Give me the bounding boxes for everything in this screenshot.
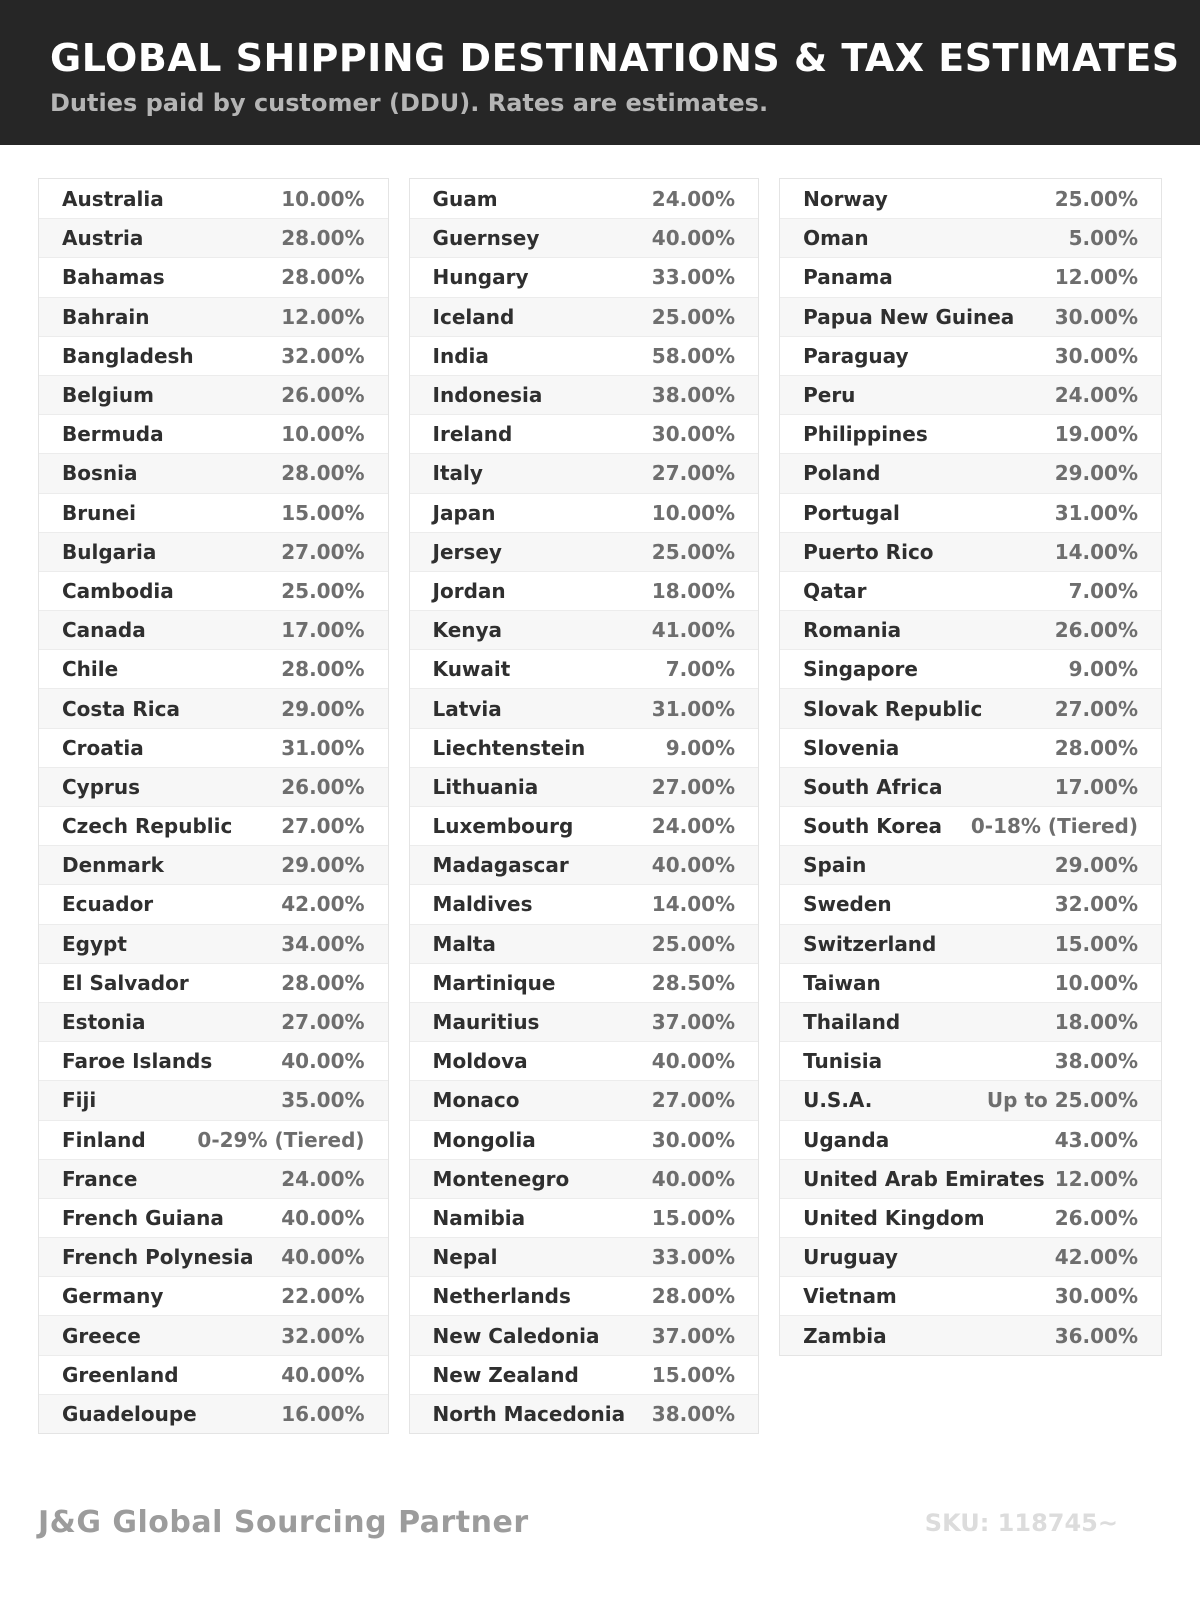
- tax-rate: 14.00%: [651, 892, 736, 917]
- country-name: French Polynesia: [62, 1245, 254, 1270]
- country-name: Luxembourg: [432, 814, 574, 839]
- table-row: [410, 963, 759, 1002]
- table-row: [780, 375, 1161, 414]
- tax-rate: 31.00%: [281, 735, 365, 760]
- tax-rate: 15.00%: [1054, 931, 1139, 956]
- tax-rate: 30.00%: [1054, 343, 1139, 368]
- table-row: [410, 1237, 759, 1276]
- page-title: GLOBAL SHIPPING DESTINATIONS & TAX ESTIMATES: [50, 36, 1180, 80]
- table-row: [780, 453, 1161, 492]
- country-name: Egypt: [62, 931, 127, 956]
- table-row: [410, 375, 759, 414]
- country-name: Thailand: [803, 1010, 901, 1035]
- country-name: South Korea: [803, 814, 943, 839]
- tax-rate: 17.00%: [1054, 774, 1139, 799]
- tax-rate: 26.00%: [281, 774, 365, 799]
- tax-rate: 30.00%: [1054, 1284, 1139, 1309]
- country-name: Guernsey: [432, 226, 540, 251]
- country-name: Singapore: [803, 657, 918, 682]
- table-row: [410, 414, 759, 453]
- tax-rate: 18.00%: [1054, 1010, 1139, 1035]
- country-name: Switzerland: [803, 931, 937, 956]
- country-name: Ecuador: [62, 892, 154, 917]
- table-row: [780, 257, 1161, 296]
- country-name: Namibia: [432, 1205, 526, 1230]
- table-row: [780, 1159, 1161, 1198]
- tax-rate: 27.00%: [651, 774, 736, 799]
- country-name: Vietnam: [803, 1284, 897, 1309]
- country-name: Bermuda: [62, 422, 164, 447]
- country-name: Guadeloupe: [62, 1401, 197, 1426]
- table-row: [39, 532, 388, 571]
- table-row: [780, 688, 1161, 727]
- table-row: [410, 806, 759, 845]
- country-name: Monaco: [432, 1088, 520, 1113]
- tax-rate: 32.00%: [281, 343, 365, 368]
- country-name: Hungary: [432, 265, 529, 290]
- table-row: [410, 767, 759, 806]
- country-name: Japan: [432, 500, 496, 525]
- tax-rate: 24.00%: [1054, 383, 1139, 408]
- country-name: Cambodia: [62, 578, 174, 603]
- tax-rate: 24.00%: [281, 1166, 365, 1191]
- table-row: [39, 688, 388, 727]
- table-column-2: [409, 178, 760, 1434]
- table-row: [410, 728, 759, 767]
- country-name: Indonesia: [432, 383, 543, 408]
- table-row: [410, 571, 759, 610]
- tax-rate: 40.00%: [281, 1049, 365, 1074]
- tax-rate: 10.00%: [281, 186, 365, 211]
- tax-rate: Up to 25.00%: [986, 1088, 1139, 1113]
- tax-rate: 0-29% (Tiered): [197, 1127, 365, 1152]
- tax-rate: 40.00%: [281, 1245, 365, 1270]
- table-row: [780, 571, 1161, 610]
- country-name: U.S.A.: [803, 1088, 873, 1113]
- table-row: [780, 1315, 1161, 1354]
- page-footer: [38, 1505, 1118, 1540]
- country-name: Taiwan: [803, 970, 881, 995]
- table-row: [410, 924, 759, 963]
- tax-rate: 29.00%: [281, 696, 365, 721]
- tax-rate: 37.00%: [651, 1010, 736, 1035]
- country-name: Sweden: [803, 892, 892, 917]
- country-name: Puerto Rico: [803, 539, 934, 564]
- country-name: Bulgaria: [62, 539, 157, 564]
- country-name: North Macedonia: [432, 1401, 626, 1426]
- country-name: Slovak Republic: [803, 696, 983, 721]
- country-name: Greece: [62, 1323, 141, 1348]
- table-row: [410, 610, 759, 649]
- country-name: Iceland: [432, 304, 515, 329]
- tax-rate: 41.00%: [651, 618, 736, 643]
- table-row: [780, 845, 1161, 884]
- country-name: Germany: [62, 1284, 164, 1309]
- country-name: Chile: [62, 657, 119, 682]
- table-row: [39, 884, 388, 923]
- country-name: Poland: [803, 461, 881, 486]
- table-row: [410, 1159, 759, 1198]
- table-row: [780, 218, 1161, 257]
- table-row: [39, 414, 388, 453]
- tax-rate: 30.00%: [1054, 304, 1139, 329]
- table-row: [39, 1159, 388, 1198]
- tax-rate: 15.00%: [651, 1362, 736, 1387]
- table-row: [39, 1355, 388, 1394]
- table-row: [410, 1120, 759, 1159]
- country-name: Estonia: [62, 1010, 146, 1035]
- table-row: [780, 1198, 1161, 1237]
- tax-rate: 40.00%: [651, 853, 736, 878]
- country-name: Croatia: [62, 735, 144, 760]
- country-name: Philippines: [803, 422, 928, 447]
- country-name: Kuwait: [432, 657, 511, 682]
- country-name: Greenland: [62, 1362, 179, 1387]
- table-row: [780, 493, 1161, 532]
- country-name: Montenegro: [432, 1166, 570, 1191]
- tax-rate: 38.00%: [1054, 1049, 1139, 1074]
- table-row: [39, 845, 388, 884]
- tax-rate: 24.00%: [651, 186, 736, 211]
- tax-rate: 40.00%: [651, 1049, 736, 1074]
- table-row: [39, 1315, 388, 1354]
- country-name: Bosnia: [62, 461, 138, 486]
- tax-rate: 22.00%: [281, 1284, 365, 1309]
- tax-rate: 33.00%: [651, 265, 736, 290]
- tax-rate: 37.00%: [651, 1323, 736, 1348]
- country-name: Belgium: [62, 383, 154, 408]
- table-row: [410, 884, 759, 923]
- tax-rate: 28.00%: [1054, 735, 1139, 760]
- tax-rate: 28.00%: [281, 657, 365, 682]
- tax-rate: 27.00%: [281, 1010, 365, 1035]
- country-name: Slovenia: [803, 735, 900, 760]
- tax-rate: 9.00%: [665, 735, 736, 760]
- country-name: Bangladesh: [62, 343, 194, 368]
- table-row: [39, 806, 388, 845]
- country-name: United Kingdom: [803, 1205, 985, 1230]
- table-row: [39, 571, 388, 610]
- table-row: [39, 336, 388, 375]
- tax-rate: 26.00%: [1054, 618, 1139, 643]
- country-name: Bahamas: [62, 265, 165, 290]
- country-name: Qatar: [803, 578, 867, 603]
- table-row: [410, 1002, 759, 1041]
- tax-rate: 19.00%: [1054, 422, 1139, 447]
- country-name: Guam: [432, 186, 498, 211]
- country-name: Fiji: [62, 1088, 97, 1113]
- country-name: Australia: [62, 186, 164, 211]
- table-row: [410, 1080, 759, 1119]
- country-name: Cyprus: [62, 774, 141, 799]
- country-name: Finland: [62, 1127, 146, 1152]
- table-row: [39, 1120, 388, 1159]
- country-name: Uganda: [803, 1127, 890, 1152]
- country-name: Maldives: [432, 892, 533, 917]
- table-row: [410, 1355, 759, 1394]
- country-name: Brunei: [62, 500, 137, 525]
- tax-rate: 35.00%: [281, 1088, 365, 1113]
- tax-rate: 24.00%: [651, 814, 736, 839]
- country-name: Zambia: [803, 1323, 887, 1348]
- tax-rate: 28.00%: [281, 970, 365, 995]
- tax-rate: 25.00%: [651, 304, 736, 329]
- table-row: [39, 1237, 388, 1276]
- country-name: Lithuania: [432, 774, 539, 799]
- country-name: Canada: [62, 618, 146, 643]
- country-name: Nepal: [432, 1245, 498, 1270]
- table-row: [780, 728, 1161, 767]
- tax-rate: 30.00%: [651, 422, 736, 447]
- country-name: Austria: [62, 226, 144, 251]
- page-header: [0, 0, 1200, 145]
- country-name: Tunisia: [803, 1049, 883, 1074]
- table-row: [39, 610, 388, 649]
- table-row: [39, 728, 388, 767]
- tax-rate: 27.00%: [651, 461, 736, 486]
- table-row: [39, 179, 388, 218]
- tax-rate: 36.00%: [1054, 1323, 1139, 1348]
- country-name: French Guiana: [62, 1205, 224, 1230]
- tax-rate: 15.00%: [281, 500, 365, 525]
- tax-rate: 27.00%: [281, 814, 365, 839]
- tax-rate: 27.00%: [281, 539, 365, 564]
- tax-rate: 28.00%: [281, 265, 365, 290]
- tax-rate: 40.00%: [651, 226, 736, 251]
- tax-rate: 9.00%: [1068, 657, 1139, 682]
- country-name: Costa Rica: [62, 696, 180, 721]
- tax-rate: 18.00%: [651, 578, 736, 603]
- table-row: [410, 493, 759, 532]
- table-row: [39, 924, 388, 963]
- country-name: Uruguay: [803, 1245, 898, 1270]
- table-row: [410, 257, 759, 296]
- tax-rate: 25.00%: [651, 931, 736, 956]
- country-name: Ireland: [432, 422, 513, 447]
- tax-rate: 42.00%: [1054, 1245, 1139, 1270]
- table-row: [39, 453, 388, 492]
- tax-rate: 32.00%: [1054, 892, 1139, 917]
- country-name: Kenya: [432, 618, 503, 643]
- table-row: [39, 649, 388, 688]
- table-row: [410, 1315, 759, 1354]
- table-row: [780, 1080, 1161, 1119]
- tax-rate: 28.50%: [651, 970, 736, 995]
- table-row: [39, 1394, 388, 1433]
- tax-rate: 14.00%: [1054, 539, 1139, 564]
- tax-rate: 27.00%: [1054, 696, 1139, 721]
- table-row: [780, 297, 1161, 336]
- tax-rate: 12.00%: [281, 304, 365, 329]
- table-row: [410, 1394, 759, 1433]
- tax-rates-table: [38, 178, 1162, 1434]
- table-row: [410, 336, 759, 375]
- country-name: Panama: [803, 265, 893, 290]
- table-row: [410, 688, 759, 727]
- country-name: Bahrain: [62, 304, 150, 329]
- tax-rate: 42.00%: [281, 892, 365, 917]
- table-row: [410, 845, 759, 884]
- tax-rate: 7.00%: [1068, 578, 1139, 603]
- tax-rate: 32.00%: [281, 1323, 365, 1348]
- table-row: [410, 179, 759, 218]
- brand-name: J&G Global Sourcing Partner: [38, 1505, 529, 1540]
- table-row: [39, 1198, 388, 1237]
- tax-rate: 15.00%: [651, 1205, 736, 1230]
- table-row: [39, 257, 388, 296]
- country-name: United Arab Emirates: [803, 1166, 1045, 1191]
- table-row: [780, 1237, 1161, 1276]
- table-row: [410, 218, 759, 257]
- table-row: [39, 963, 388, 1002]
- tax-rate: 7.00%: [665, 657, 736, 682]
- tax-rate: 10.00%: [651, 500, 736, 525]
- table-row: [780, 336, 1161, 375]
- country-name: France: [62, 1166, 138, 1191]
- country-name: Martinique: [432, 970, 556, 995]
- country-name: Netherlands: [432, 1284, 571, 1309]
- country-name: New Caledonia: [432, 1323, 600, 1348]
- tax-rate: 33.00%: [651, 1245, 736, 1270]
- country-name: New Zealand: [432, 1362, 579, 1387]
- table-row: [780, 767, 1161, 806]
- table-row: [39, 493, 388, 532]
- table-row: [39, 767, 388, 806]
- country-name: Norway: [803, 186, 888, 211]
- tax-rate: 10.00%: [281, 422, 365, 447]
- page-subtitle: Duties paid by customer (DDU). Rates are estimates.: [50, 89, 769, 117]
- country-name: Portugal: [803, 500, 900, 525]
- table-row: [39, 297, 388, 336]
- tax-rate: 5.00%: [1068, 226, 1139, 251]
- table-row: [410, 1041, 759, 1080]
- tax-rate: 29.00%: [1054, 461, 1139, 486]
- table-row: [39, 1276, 388, 1315]
- table-row: [780, 1120, 1161, 1159]
- table-row: [780, 414, 1161, 453]
- country-name: Papua New Guinea: [803, 304, 1015, 329]
- country-name: Jersey: [432, 539, 502, 564]
- table-row: [410, 1276, 759, 1315]
- tax-rate: 58.00%: [651, 343, 736, 368]
- country-name: South Africa: [803, 774, 943, 799]
- table-row: [410, 1198, 759, 1237]
- tax-rate: 34.00%: [281, 931, 365, 956]
- table-row: [780, 649, 1161, 688]
- country-name: Jordan: [432, 578, 506, 603]
- country-name: Faroe Islands: [62, 1049, 213, 1074]
- sku-label: SKU: 118745~: [924, 1508, 1118, 1537]
- table-row: [780, 1276, 1161, 1315]
- country-name: India: [432, 343, 489, 368]
- table-row: [39, 1041, 388, 1080]
- country-name: Latvia: [432, 696, 502, 721]
- country-name: Oman: [803, 226, 869, 251]
- country-name: Mauritius: [432, 1010, 540, 1035]
- table-row: [410, 649, 759, 688]
- table-row: [780, 532, 1161, 571]
- country-name: Denmark: [62, 853, 164, 878]
- country-name: Romania: [803, 618, 902, 643]
- country-name: Italy: [432, 461, 483, 486]
- table-row: [410, 532, 759, 571]
- tax-rate: 25.00%: [651, 539, 736, 564]
- country-name: Czech Republic: [62, 814, 233, 839]
- country-name: Spain: [803, 853, 867, 878]
- tax-rate: 30.00%: [651, 1127, 736, 1152]
- tax-rate: 40.00%: [281, 1205, 365, 1230]
- tax-rate: 31.00%: [1054, 500, 1139, 525]
- country-name: Moldova: [432, 1049, 528, 1074]
- tax-rate: 28.00%: [281, 461, 365, 486]
- tax-rate: 40.00%: [651, 1166, 736, 1191]
- table-row: [39, 1080, 388, 1119]
- country-name: Peru: [803, 383, 856, 408]
- tax-rate: 27.00%: [651, 1088, 736, 1113]
- tax-rate: 31.00%: [651, 696, 736, 721]
- table-row: [780, 806, 1161, 845]
- tax-rate: 17.00%: [281, 618, 365, 643]
- table-row: [39, 1002, 388, 1041]
- tax-rate: 29.00%: [1054, 853, 1139, 878]
- tax-rate: 28.00%: [651, 1284, 736, 1309]
- tax-rate: 43.00%: [1054, 1127, 1139, 1152]
- tax-rate: 26.00%: [281, 383, 365, 408]
- tax-rate: 25.00%: [1054, 186, 1139, 211]
- country-name: Mongolia: [432, 1127, 536, 1152]
- table-row: [39, 375, 388, 414]
- table-row: [780, 884, 1161, 923]
- tax-rate: 10.00%: [1054, 970, 1139, 995]
- country-name: Madagascar: [432, 853, 569, 878]
- tax-rate: 26.00%: [1054, 1205, 1139, 1230]
- country-name: Malta: [432, 931, 496, 956]
- tax-rate: 38.00%: [651, 1401, 736, 1426]
- table-column-3: [779, 178, 1162, 1356]
- tax-rate: 12.00%: [1054, 1166, 1139, 1191]
- country-name: Paraguay: [803, 343, 909, 368]
- country-name: El Salvador: [62, 970, 189, 995]
- table-row: [780, 1002, 1161, 1041]
- table-row: [780, 924, 1161, 963]
- tax-rate: 12.00%: [1054, 265, 1139, 290]
- table-row: [39, 218, 388, 257]
- tax-rate: 16.00%: [281, 1401, 365, 1426]
- tax-rate: 29.00%: [281, 853, 365, 878]
- table-row: [780, 179, 1161, 218]
- tax-rate: 0-18% (Tiered): [970, 814, 1139, 839]
- tax-rate: 38.00%: [651, 383, 736, 408]
- tax-rate: 40.00%: [281, 1362, 365, 1387]
- table-row: [410, 297, 759, 336]
- table-column-1: [38, 178, 389, 1434]
- tax-rate: 25.00%: [281, 578, 365, 603]
- table-row: [410, 453, 759, 492]
- table-row: [780, 1041, 1161, 1080]
- table-row: [780, 610, 1161, 649]
- tax-rate: 28.00%: [281, 226, 365, 251]
- country-name: Liechtenstein: [432, 735, 586, 760]
- table-row: [780, 963, 1161, 1002]
